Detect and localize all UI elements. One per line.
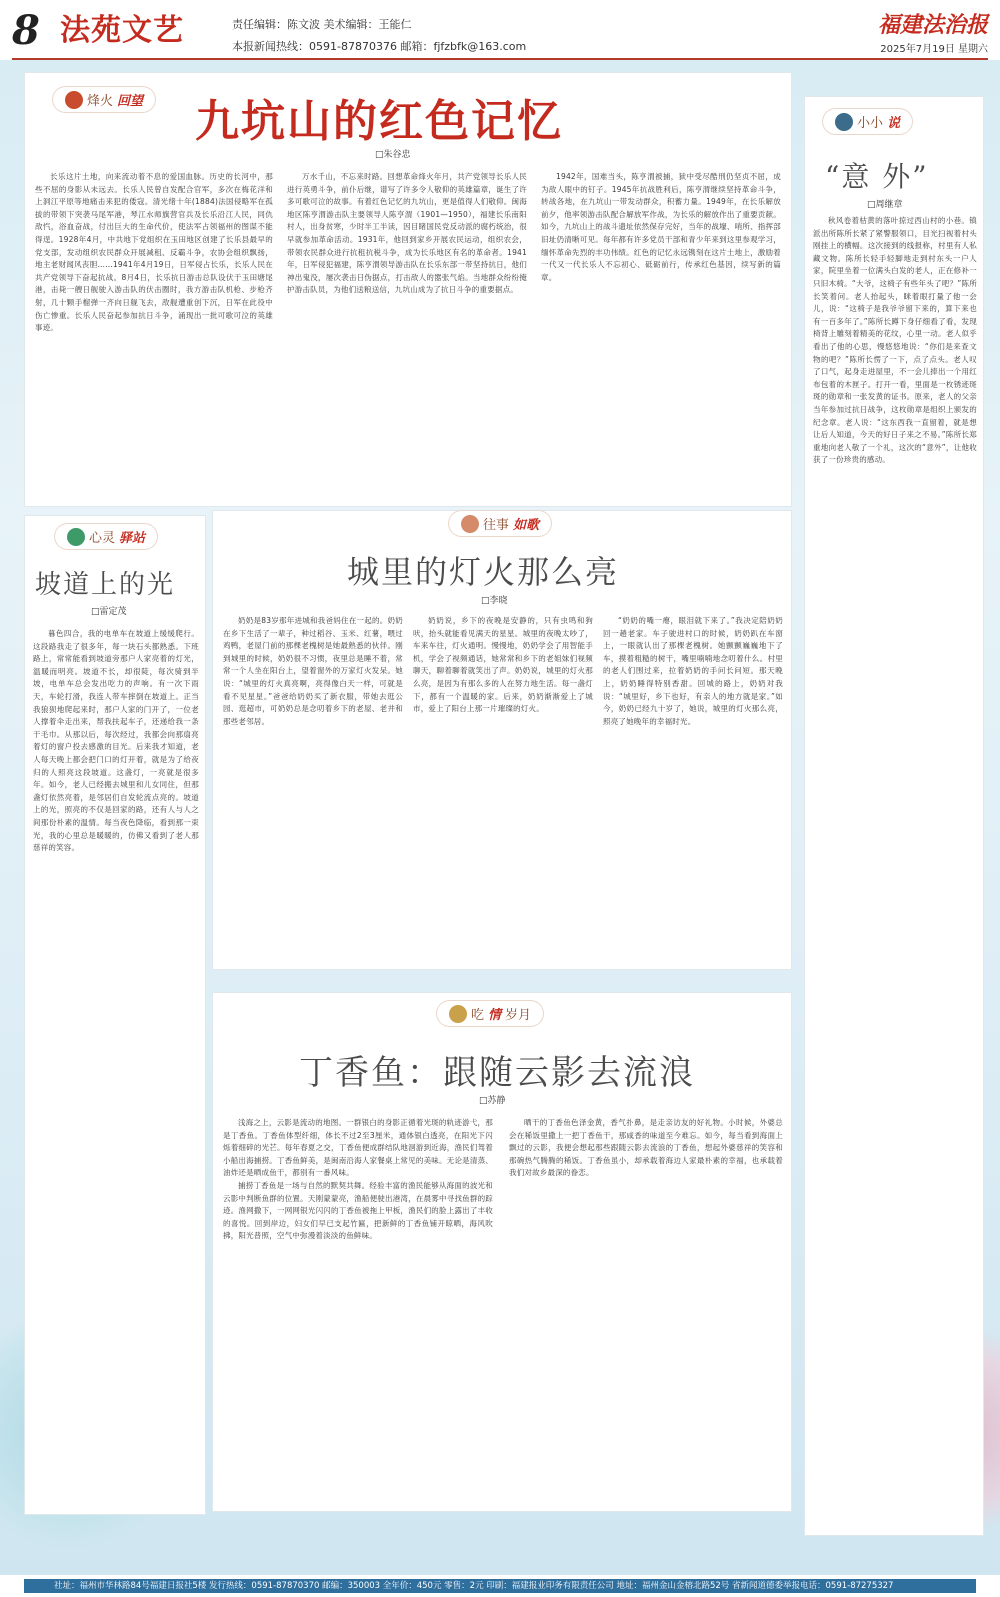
bowl-icon [449,1005,467,1023]
side-paragraph: 秋风卷着枯黄的落叶掠过西山村的小巷。镇派出所陈所长紧了紧警服领口，目光扫视着村头刚挂上的横幅。这次接到的线报称，村里有人私藏文物。陈所长轻手轻脚地走到村东头一户人家，院里坐着一位满头白发的老人，正在修补一只旧木椅。“大爷，这椅子有些年头了吧？”陈所长笑着问。老人抬起头，眯着眼打量了他一会儿，说：“这椅子是我爷爷留下来的，算下来也有一百多年了。”陈所长蹲下身仔细看了看，发现椅背上雕刻着精美的花纹，心里一动。老人似乎看出了他的心思，慢悠悠地说：“你们是来查文物的吧？”陈所长愣了一下，点了点头。老人叹了口气，起身走进屋里，不一会儿捧出一个用红布包着的木匣子。打开一看，里面是一枚锈迹斑斑的勋章和一张发黄的证书。原来，老人的父亲当年参加过抗日战争，这枚勋章是组织上颁发的纪念章。老人说：“这东西我一直留着，就是想让后人知道，今天的好日子来之不易。”陈所长郑重地向老人敬了一个礼，这次的“意外”，让他收获了一份珍贵的感动。 [813,216,977,465]
section-badge-side [823,109,912,134]
badge-label: 心灵 [89,531,116,546]
section-badge-main [53,87,155,112]
masthead [12,8,988,58]
mid-article-panel [212,510,792,970]
badge-label-bold: 说 [887,116,901,131]
low-column-2 [509,1117,783,1497]
main-column-1 [35,171,273,491]
low-article-panel [212,992,792,1512]
mid-column-3 [603,615,783,955]
badge-label-bold: 驿站 [119,531,146,546]
badge-label-suffix: 岁月 [505,1008,532,1023]
badge-label-bold: 回望 [117,94,144,109]
editors-line: 责任编辑：陈文波 美术编辑：王能仁 [232,18,412,31]
left-author: □雷定茂 [91,607,127,617]
issue-date: 2025年7月19日 星期六 [880,44,988,55]
side-story-panel [804,96,984,1536]
main-paragraph-3: 1942年，国难当头，陈亨渭被捕，狱中受尽酷刑仍坚贞不屈，成为敌人眼中的钉子。1945年抗战胜利后，陈亨渭继续坚持革命斗争，转战各地，在九坑山一带发动群众，积蓄力量。1949年，在长乐解放前夕，他率领游击队配合解放军作战，为长乐的解放作出了重要贡献。如今，九坑山上的战斗遗址依然保存完好，当年的战壕、哨所、指挥部旧址仍清晰可见。每年都有许多党员干部和青少年来到这里参观学习，缅怀革命先烈的丰功伟绩。红色的记忆永远镌刻在这片土地上，激励着一代又一代长乐人不忘初心、砥砺前行，传承红色基因，续写新的篇章。 [541,172,781,282]
mid-headline: 城里的灯火那么亮 [347,553,620,591]
badge-label: 吃 [471,1008,485,1023]
badge-label: 往事 [483,518,510,533]
hotline-line: 本报新闻热线：0591-87870376 邮箱：fjfzbfk@163.com [232,40,527,53]
badge-label-bold: 情 [488,1008,502,1023]
main-author: □朱谷忠 [375,150,411,160]
mid-paragraph-2: 奶奶说，乡下的夜晚是安静的，只有虫鸣和狗吠，抬头就能看见满天的星星。城里的夜晚太吵了，车来车往，灯火通明。慢慢地，奶奶学会了用智能手机，学会了视频通话，她常常和乡下的老姐妹们视频聊天，聊着聊着就笑出了声。奶奶说，城里的灯火那么亮，是因为有那么多的人在努力地生活。每一盏灯下，都有一个温暖的家。后来，奶奶渐渐爱上了城市，爱上了阳台上那一片璀璨的灯火。 [413,616,593,714]
main-column-2 [287,171,527,491]
low-column-1 [223,1117,493,1497]
newspaper-logo: 福建法治报 [877,12,988,38]
mid-column-1 [223,615,403,955]
side-headline: “意 外” [825,160,929,193]
left-headline: 坡道上的光 [35,570,176,600]
low-paragraph-1: 浅海之上，云影是流动的地图。一群银白的身影正循着光斑的轨迹游弋，那是丁香鱼。丁香鱼体型纤细，体长不过2至3厘米，通体银白透亮，在阳光下闪烁着细碎的光芒。每年春夏之交，丁香鱼便成群结队地洄游到近海，渔民们驾着小船出海捕捞。丁香鱼鲜美，是闽南沿海人家餐桌上常见的美味。无论是清蒸、油炸还是晒成鱼干，都别有一番风味。 [223,1118,493,1178]
footer-bar: 社址：福州市华林路84号福建日报社5楼 发行热线：0591-87870370 邮编：350003 全年价：450元 零售：2元 印刷：福建报业印务有限责任公司 地址：福州金山金榕北路52号 省新闻道德委举报电话：0591-87275327 [24,1579,976,1593]
main-column-3 [541,171,781,491]
mid-paragraph-3: “奶奶的嘴一瘪，眼泪就下来了。”我决定陪奶奶回一趟老家。车子驶进村口的时候，奶奶趴在车窗上，一眼就认出了那棵老槐树。她颤颤巍巍地下了车，摸着粗糙的树干，嘴里喃喃地念叨着什么。村里的老人们围过来，拉着奶奶的手问长问短。那天晚上，奶奶睡得特别香甜。回城的路上，奶奶对我说：“城里好，乡下也好，有亲人的地方就是家。”如今，奶奶已经九十岁了，她说，城里的灯火那么亮，照亮了她晚年的幸福时光。 [603,616,783,726]
left-paragraph: 暮色四合，我的电单车在坡道上缓缓爬行。这段路我走了很多年，每一块石头都熟悉。下班路上，常常能看到坡道旁那户人家亮着的灯光，温暖而明亮。坡道不长，却很陡，每次骑到半坡，电单车总会发出吃力的声响。有一次下雨天，车轮打滑，我连人带车摔倒在坡道上。正当我狼狈地爬起来时，那户人家的门开了，一位老人撑着伞走出来，帮我扶起车子，还递给我一条干毛巾。从那以后，每次经过，我都会向那扇亮着灯的窗户投去感激的目光。后来我才知道，老人每天晚上都会把门口的灯开着，就是为了给夜归的人照亮这段坡道。这盏灯，一亮就是很多年。如今，老人已经搬去城里和儿女同住，但那盏灯依然亮着，是邻居们自发轮流点亮的。坡道上的光，照亮的不仅是回家的路，还有人与人之间那份朴素的温情。每当夜色降临，看到那一束光，我的心里总是暖暖的，仿佛又看到了老人那慈祥的笑容。 [33,629,199,853]
side-author: □周继章 [867,200,903,210]
mid-paragraph-1: 奶奶是83岁那年进城和我爸妈住在一起的。奶奶在乡下生活了一辈子，种过稻谷、玉米、红薯，喂过鸡鸭，老屋门前的那棵老槐树是她最熟悉的伙伴。刚到城里的时候，奶奶很不习惯，夜里总是睡不着，常常一个人坐在阳台上，望着窗外的万家灯火发呆。她说：“城里的灯火真亮啊，亮得像白天一样，可就是看不见星星。”爸爸给奶奶买了新衣服，带她去逛公园、逛超市，可奶奶总是念叨着乡下的老屋、老井和那些老邻居。 [223,616,403,726]
side-column [813,215,977,1515]
low-author: □苏静 [479,1096,506,1106]
main-paragraph-2: 万水千山，不忘来时路。回想革命烽火年月，共产党领导长乐人民进行英勇斗争，前仆后继，谱写了许多令人敬仰的英雄篇章，诞生了许多可歌可泣的故事。有着红色记忆的九坑山，更是值得人们敬仰。闽海地区陈亨渭游击队主要领导人陈亨渭（1901—1950），福建长乐南阳村人，出身贫寒，少时半工半读，因目睹国民党反动派的腐朽统治，很早就参加革命活动。1931年，他回到家乡开展农民运动，组织农会，带领农民群众进行抗租抗税斗争，成为长乐地区有名的革命者。1941年，日军侵犯福建，陈亨渭领导游击队在长乐东部一带坚持抗日，他们神出鬼没，屡次袭击日伪据点，打击敌人的嚣张气焰。当地群众纷纷掩护游击队员，为他们送粮送信，九坑山成为了抗日斗争的重要据点。 [287,172,527,295]
mid-author: □李晓 [481,596,508,606]
house-icon [67,528,85,546]
main-headline: 九坑山的红色记忆 [195,96,563,147]
badge-label-bold: 如歌 [513,518,540,533]
mid-column-2 [413,615,593,955]
left-article-panel [24,515,206,1515]
section-badge-left [55,524,157,549]
pen-icon [835,113,853,131]
section-badge-mid [449,511,551,536]
low-headline: 丁香鱼：跟随云影去流浪 [299,1053,695,1093]
pagoda-icon [65,91,83,109]
badge-label: 小小 [857,116,884,131]
main-paragraph-1: 长乐这片土地，向来流动着不息的爱国血脉。历史的长河中，那些不屈的身影从未远去。长乐人民曾自发配合官军，多次在梅花洋和上洞江平原等地痛击来犯的倭寇。清光绪十年(1884)法国侵略军在孤拔的带领下突袭马尾军港，琴江水师旗营官兵及长乐沿江人民，同仇敌忾，浴血奋战，付出巨大的生命代价，使法军占领福州的图谋不能得逞。1928年4月，中共地下党组织在玉田地区创建了长乐县最早的党支部，发动组织农民群众开展减租、反霸斗争，农协会组织飘扬，地主老财闻风丧胆……1941年4月19日，日军侵占长乐，长乐人民在共产党领导下奋起抗战。8月4日，长乐抗日游击总队设伏于玉田塘尾港，击毙一艘日舰驶入游击队的伏击圈时，我方游击队机枪、步枪齐射，几十颗手榴弹一齐向日舰飞去，敌舰遭重创下沉，日军在此役中伤亡惨重。长乐人民奋起参加抗日斗争，涌现出一批可歌可泣的英雄事迹。 [35,172,273,333]
main-article-panel [24,72,792,507]
badge-label: 烽火 [87,94,114,109]
low-paragraph-3: 晒干的丁香鱼色泽金黄，香气扑鼻，是走亲访友的好礼物。小时候，外婆总会在稀饭里撒上一把丁香鱼干，那咸香的味道至今难忘。如今，每当看到海面上飘过的云影，我便会想起那些跟随云影去流浪的丁香鱼，想起外婆慈祥的笑容和那碗热气腾腾的稀饭。丁香鱼虽小，却承载着海边人家最朴素的幸福，也承载着我们对故乡最深的眷恋。 [509,1118,783,1178]
page-name: 法苑文艺 [60,13,184,48]
section-badge-low [437,1001,543,1026]
flower-icon [461,515,479,533]
page-number: 8 [12,7,40,54]
low-paragraph-2: 捕捞丁香鱼是一场与自然的默契共舞。经验丰富的渔民能够从海面的波光和云影中判断鱼群的位置。天刚蒙蒙亮，渔船便驶出港湾，在晨雾中寻找鱼群的踪迹。渔网撒下，一网网银光闪闪的丁香鱼被拖上甲板，渔民们的脸上露出了丰收的喜悦。回到岸边，妇女们早已支起竹匾，把新鲜的丁香鱼铺开晾晒，海风吹拂，阳光普照，空气中弥漫着淡淡的鱼鲜味。 [223,1180,493,1241]
left-column [33,628,199,1498]
